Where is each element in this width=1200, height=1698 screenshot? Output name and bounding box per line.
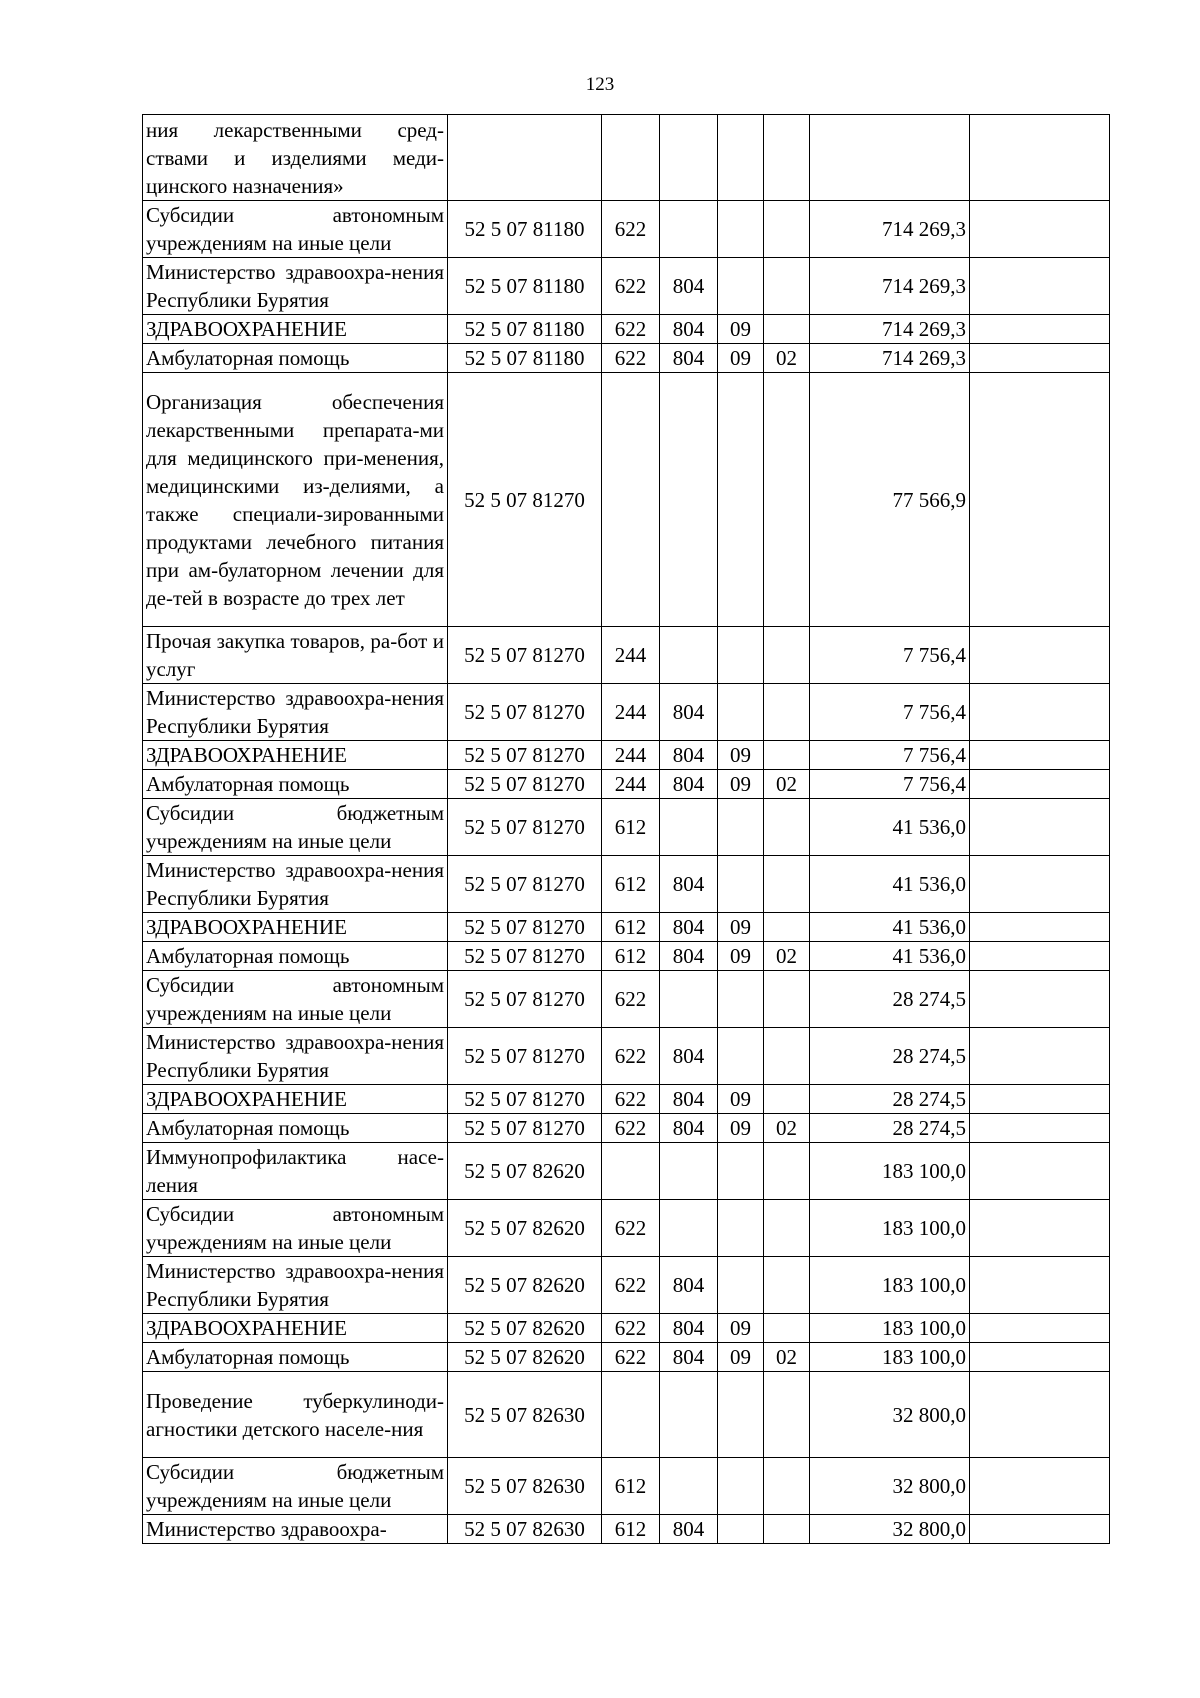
cell-subsection: 02	[764, 1343, 810, 1372]
cell-section: 09	[718, 770, 764, 799]
cell-subsection	[764, 971, 810, 1028]
table-row	[143, 942, 1110, 971]
table-row	[143, 627, 1110, 684]
cell-name: Иммунопрофилактика насе-ления	[143, 1143, 448, 1200]
table-row	[143, 344, 1110, 373]
cell-expense-type: 622	[602, 344, 660, 373]
cell-extra	[970, 942, 1110, 971]
cell-extra	[970, 1028, 1110, 1085]
cell-extra	[970, 258, 1110, 315]
cell-amount: 32 800,0	[810, 1372, 970, 1458]
cell-subsection	[764, 799, 810, 856]
cell-expense-type: 622	[602, 1028, 660, 1085]
cell-expense-type: 244	[602, 627, 660, 684]
cell-expense-type: 612	[602, 1515, 660, 1544]
table-row	[143, 1200, 1110, 1257]
cell-department: 804	[660, 1515, 718, 1544]
cell-subsection	[764, 1515, 810, 1544]
table-row	[143, 1458, 1110, 1515]
cell-expense-type	[602, 1143, 660, 1200]
cell-name: ЗДРАВООХРАНЕНИЕ	[143, 1085, 448, 1114]
cell-department: 804	[660, 684, 718, 741]
table-row	[143, 684, 1110, 741]
cell-target-code: 52 5 07 81270	[448, 1114, 602, 1143]
cell-section: 09	[718, 1114, 764, 1143]
cell-section: 09	[718, 741, 764, 770]
cell-target-code: 52 5 07 81270	[448, 627, 602, 684]
cell-name: Субсидии автономным учреждениям на иные цели	[143, 1200, 448, 1257]
cell-department: 804	[660, 942, 718, 971]
cell-amount: 183 100,0	[810, 1343, 970, 1372]
cell-target-code: 52 5 07 81180	[448, 344, 602, 373]
cell-subsection	[764, 115, 810, 201]
cell-amount: 7 756,4	[810, 684, 970, 741]
cell-target-code: 52 5 07 81270	[448, 373, 602, 627]
cell-extra	[970, 913, 1110, 942]
cell-department	[660, 1372, 718, 1458]
cell-expense-type: 622	[602, 258, 660, 315]
cell-amount: 183 100,0	[810, 1314, 970, 1343]
cell-name: Субсидии бюджетным учреждениям на иные цели	[143, 799, 448, 856]
cell-subsection	[764, 741, 810, 770]
cell-section: 09	[718, 913, 764, 942]
cell-extra	[970, 373, 1110, 627]
table-row	[143, 1372, 1110, 1458]
cell-extra	[970, 1085, 1110, 1114]
cell-subsection	[764, 1458, 810, 1515]
cell-section	[718, 258, 764, 315]
cell-extra	[970, 201, 1110, 258]
cell-target-code: 52 5 07 82630	[448, 1372, 602, 1458]
cell-section: 09	[718, 1343, 764, 1372]
cell-subsection	[764, 1257, 810, 1314]
cell-section	[718, 373, 764, 627]
cell-amount: 41 536,0	[810, 799, 970, 856]
cell-target-code: 52 5 07 81180	[448, 258, 602, 315]
cell-extra	[970, 799, 1110, 856]
cell-section	[718, 1200, 764, 1257]
cell-name: Амбулаторная помощь	[143, 942, 448, 971]
cell-department	[660, 201, 718, 258]
cell-name: Субсидии автономным учреждениям на иные цели	[143, 201, 448, 258]
table-row	[143, 770, 1110, 799]
cell-department	[660, 799, 718, 856]
cell-name: ЗДРАВООХРАНЕНИЕ	[143, 315, 448, 344]
table-row	[143, 1114, 1110, 1143]
cell-department	[660, 627, 718, 684]
cell-expense-type: 622	[602, 1200, 660, 1257]
cell-subsection	[764, 315, 810, 344]
cell-expense-type: 622	[602, 971, 660, 1028]
cell-name: ЗДРАВООХРАНЕНИЕ	[143, 913, 448, 942]
cell-amount: 28 274,5	[810, 1114, 970, 1143]
cell-extra	[970, 1343, 1110, 1372]
cell-target-code: 52 5 07 81180	[448, 315, 602, 344]
cell-extra	[970, 684, 1110, 741]
cell-target-code: 52 5 07 82630	[448, 1515, 602, 1544]
cell-section	[718, 1257, 764, 1314]
cell-expense-type: 622	[602, 1257, 660, 1314]
table-row	[143, 799, 1110, 856]
cell-target-code	[448, 115, 602, 201]
cell-amount	[810, 115, 970, 201]
cell-subsection: 02	[764, 770, 810, 799]
cell-department: 804	[660, 741, 718, 770]
cell-name: Министерство здравоохра-нения Республики Бурятия	[143, 1257, 448, 1314]
cell-subsection	[764, 1372, 810, 1458]
cell-target-code: 52 5 07 81270	[448, 913, 602, 942]
cell-department: 804	[660, 344, 718, 373]
table-row	[143, 1143, 1110, 1200]
cell-subsection	[764, 913, 810, 942]
cell-subsection: 02	[764, 942, 810, 971]
cell-name: ЗДРАВООХРАНЕНИЕ	[143, 741, 448, 770]
budget-table	[142, 114, 1110, 1544]
cell-subsection	[764, 684, 810, 741]
cell-extra	[970, 344, 1110, 373]
cell-amount: 41 536,0	[810, 913, 970, 942]
cell-department: 804	[660, 1314, 718, 1343]
cell-amount: 32 800,0	[810, 1458, 970, 1515]
cell-subsection	[764, 856, 810, 913]
cell-extra	[970, 770, 1110, 799]
cell-expense-type: 622	[602, 1343, 660, 1372]
cell-amount: 28 274,5	[810, 1085, 970, 1114]
cell-department: 804	[660, 1085, 718, 1114]
cell-target-code: 52 5 07 81270	[448, 1085, 602, 1114]
cell-name: Организация обеспечения лекарственными препарата-ми для медицинского при-менения, медицинскими из-делиями, а также специали-зированными продуктами лечебного питания при ам-булаторном лечении для де-тей в возрасте до трех лет	[143, 373, 448, 627]
cell-section	[718, 971, 764, 1028]
cell-section: 09	[718, 1314, 764, 1343]
cell-expense-type: 622	[602, 315, 660, 344]
cell-section	[718, 1143, 764, 1200]
cell-department	[660, 1143, 718, 1200]
cell-name: Министерство здравоохра-	[143, 1515, 448, 1544]
cell-expense-type: 612	[602, 942, 660, 971]
cell-section	[718, 1372, 764, 1458]
cell-name: Министерство здравоохра-нения Республики Бурятия	[143, 1028, 448, 1085]
cell-target-code: 52 5 07 81270	[448, 942, 602, 971]
cell-department: 804	[660, 856, 718, 913]
cell-name: Министерство здравоохра-нения Республики Бурятия	[143, 258, 448, 315]
cell-extra	[970, 741, 1110, 770]
cell-department: 804	[660, 1114, 718, 1143]
table-row	[143, 373, 1110, 627]
page-number: 123	[585, 74, 615, 95]
cell-target-code: 52 5 07 81270	[448, 971, 602, 1028]
cell-extra	[970, 1200, 1110, 1257]
cell-section: 09	[718, 942, 764, 971]
cell-section	[718, 1515, 764, 1544]
cell-target-code: 52 5 07 81270	[448, 684, 602, 741]
cell-department: 804	[660, 913, 718, 942]
cell-target-code: 52 5 07 82620	[448, 1314, 602, 1343]
cell-subsection	[764, 1200, 810, 1257]
cell-extra	[970, 856, 1110, 913]
cell-department	[660, 1200, 718, 1257]
cell-amount: 41 536,0	[810, 856, 970, 913]
cell-amount: 183 100,0	[810, 1143, 970, 1200]
cell-department: 804	[660, 315, 718, 344]
cell-section	[718, 627, 764, 684]
cell-department	[660, 971, 718, 1028]
table-row	[143, 1085, 1110, 1114]
cell-section	[718, 1458, 764, 1515]
cell-name: Субсидии бюджетным учреждениям на иные цели	[143, 1458, 448, 1515]
cell-target-code: 52 5 07 81180	[448, 201, 602, 258]
cell-amount: 714 269,3	[810, 201, 970, 258]
table-row	[143, 971, 1110, 1028]
cell-subsection: 02	[764, 344, 810, 373]
cell-subsection	[764, 1314, 810, 1343]
table-row	[143, 741, 1110, 770]
cell-department: 804	[660, 1343, 718, 1372]
table-body	[143, 115, 1110, 1544]
cell-department: 804	[660, 770, 718, 799]
cell-amount: 7 756,4	[810, 770, 970, 799]
cell-department: 804	[660, 1257, 718, 1314]
table-row	[143, 1314, 1110, 1343]
cell-name: Министерство здравоохра-нения Республики Бурятия	[143, 684, 448, 741]
table-row	[143, 1028, 1110, 1085]
cell-target-code: 52 5 07 81270	[448, 741, 602, 770]
cell-extra	[970, 1257, 1110, 1314]
table-row	[143, 258, 1110, 315]
cell-section: 09	[718, 344, 764, 373]
cell-target-code: 52 5 07 81270	[448, 770, 602, 799]
cell-extra	[970, 315, 1110, 344]
table-row	[143, 1343, 1110, 1372]
cell-name: Амбулаторная помощь	[143, 1343, 448, 1372]
cell-expense-type	[602, 115, 660, 201]
cell-target-code: 52 5 07 81270	[448, 1028, 602, 1085]
cell-target-code: 52 5 07 82620	[448, 1143, 602, 1200]
cell-amount: 714 269,3	[810, 315, 970, 344]
cell-name: Амбулаторная помощь	[143, 344, 448, 373]
cell-amount: 28 274,5	[810, 1028, 970, 1085]
table-row	[143, 913, 1110, 942]
cell-extra	[970, 1114, 1110, 1143]
cell-expense-type: 244	[602, 741, 660, 770]
table-row	[143, 856, 1110, 913]
cell-expense-type: 612	[602, 799, 660, 856]
cell-amount: 7 756,4	[810, 627, 970, 684]
cell-section: 09	[718, 1085, 764, 1114]
cell-amount: 28 274,5	[810, 971, 970, 1028]
cell-expense-type: 622	[602, 1085, 660, 1114]
cell-target-code: 52 5 07 82630	[448, 1458, 602, 1515]
cell-section	[718, 684, 764, 741]
cell-subsection	[764, 1143, 810, 1200]
cell-extra	[970, 1458, 1110, 1515]
cell-subsection	[764, 1028, 810, 1085]
cell-extra	[970, 1143, 1110, 1200]
cell-section	[718, 856, 764, 913]
cell-section: 09	[718, 315, 764, 344]
cell-expense-type	[602, 1372, 660, 1458]
cell-target-code: 52 5 07 82620	[448, 1200, 602, 1257]
cell-subsection: 02	[764, 1114, 810, 1143]
cell-department	[660, 373, 718, 627]
cell-amount: 183 100,0	[810, 1257, 970, 1314]
cell-expense-type: 622	[602, 1114, 660, 1143]
cell-expense-type: 622	[602, 1314, 660, 1343]
cell-department	[660, 1458, 718, 1515]
table-row	[143, 201, 1110, 258]
cell-expense-type: 612	[602, 1458, 660, 1515]
cell-name: Субсидии автономным учреждениям на иные цели	[143, 971, 448, 1028]
cell-amount: 41 536,0	[810, 942, 970, 971]
cell-name: Проведение туберкулиноди-агностики детского населе-ния	[143, 1372, 448, 1458]
cell-expense-type: 244	[602, 770, 660, 799]
cell-subsection	[764, 201, 810, 258]
cell-amount: 77 566,9	[810, 373, 970, 627]
cell-subsection	[764, 258, 810, 315]
table-row	[143, 315, 1110, 344]
cell-name: ЗДРАВООХРАНЕНИЕ	[143, 1314, 448, 1343]
cell-extra	[970, 971, 1110, 1028]
cell-section	[718, 115, 764, 201]
cell-extra	[970, 1515, 1110, 1544]
cell-extra	[970, 1314, 1110, 1343]
table-row	[143, 115, 1110, 201]
cell-amount: 32 800,0	[810, 1515, 970, 1544]
cell-name: Прочая закупка товаров, ра-бот и услуг	[143, 627, 448, 684]
cell-name: Министерство здравоохра-нения Республики Бурятия	[143, 856, 448, 913]
cell-name: ния лекарственными сред-ствами и изделиями меди-цинского назначения»	[143, 115, 448, 201]
cell-extra	[970, 115, 1110, 201]
table-row	[143, 1257, 1110, 1314]
cell-subsection	[764, 627, 810, 684]
cell-department: 804	[660, 258, 718, 315]
cell-name: Амбулаторная помощь	[143, 770, 448, 799]
cell-extra	[970, 627, 1110, 684]
cell-expense-type: 612	[602, 856, 660, 913]
cell-expense-type: 622	[602, 201, 660, 258]
cell-section	[718, 799, 764, 856]
cell-section	[718, 201, 764, 258]
cell-name: Амбулаторная помощь	[143, 1114, 448, 1143]
cell-expense-type	[602, 373, 660, 627]
cell-target-code: 52 5 07 82620	[448, 1343, 602, 1372]
cell-subsection	[764, 1085, 810, 1114]
cell-expense-type: 244	[602, 684, 660, 741]
cell-department: 804	[660, 1028, 718, 1085]
table-row	[143, 1515, 1110, 1544]
cell-amount: 714 269,3	[810, 344, 970, 373]
cell-amount: 714 269,3	[810, 258, 970, 315]
cell-amount: 7 756,4	[810, 741, 970, 770]
cell-expense-type: 612	[602, 913, 660, 942]
cell-target-code: 52 5 07 82620	[448, 1257, 602, 1314]
cell-extra	[970, 1372, 1110, 1458]
cell-target-code: 52 5 07 81270	[448, 799, 602, 856]
cell-target-code: 52 5 07 81270	[448, 856, 602, 913]
cell-amount: 183 100,0	[810, 1200, 970, 1257]
cell-section	[718, 1028, 764, 1085]
cell-department	[660, 115, 718, 201]
cell-subsection	[764, 373, 810, 627]
